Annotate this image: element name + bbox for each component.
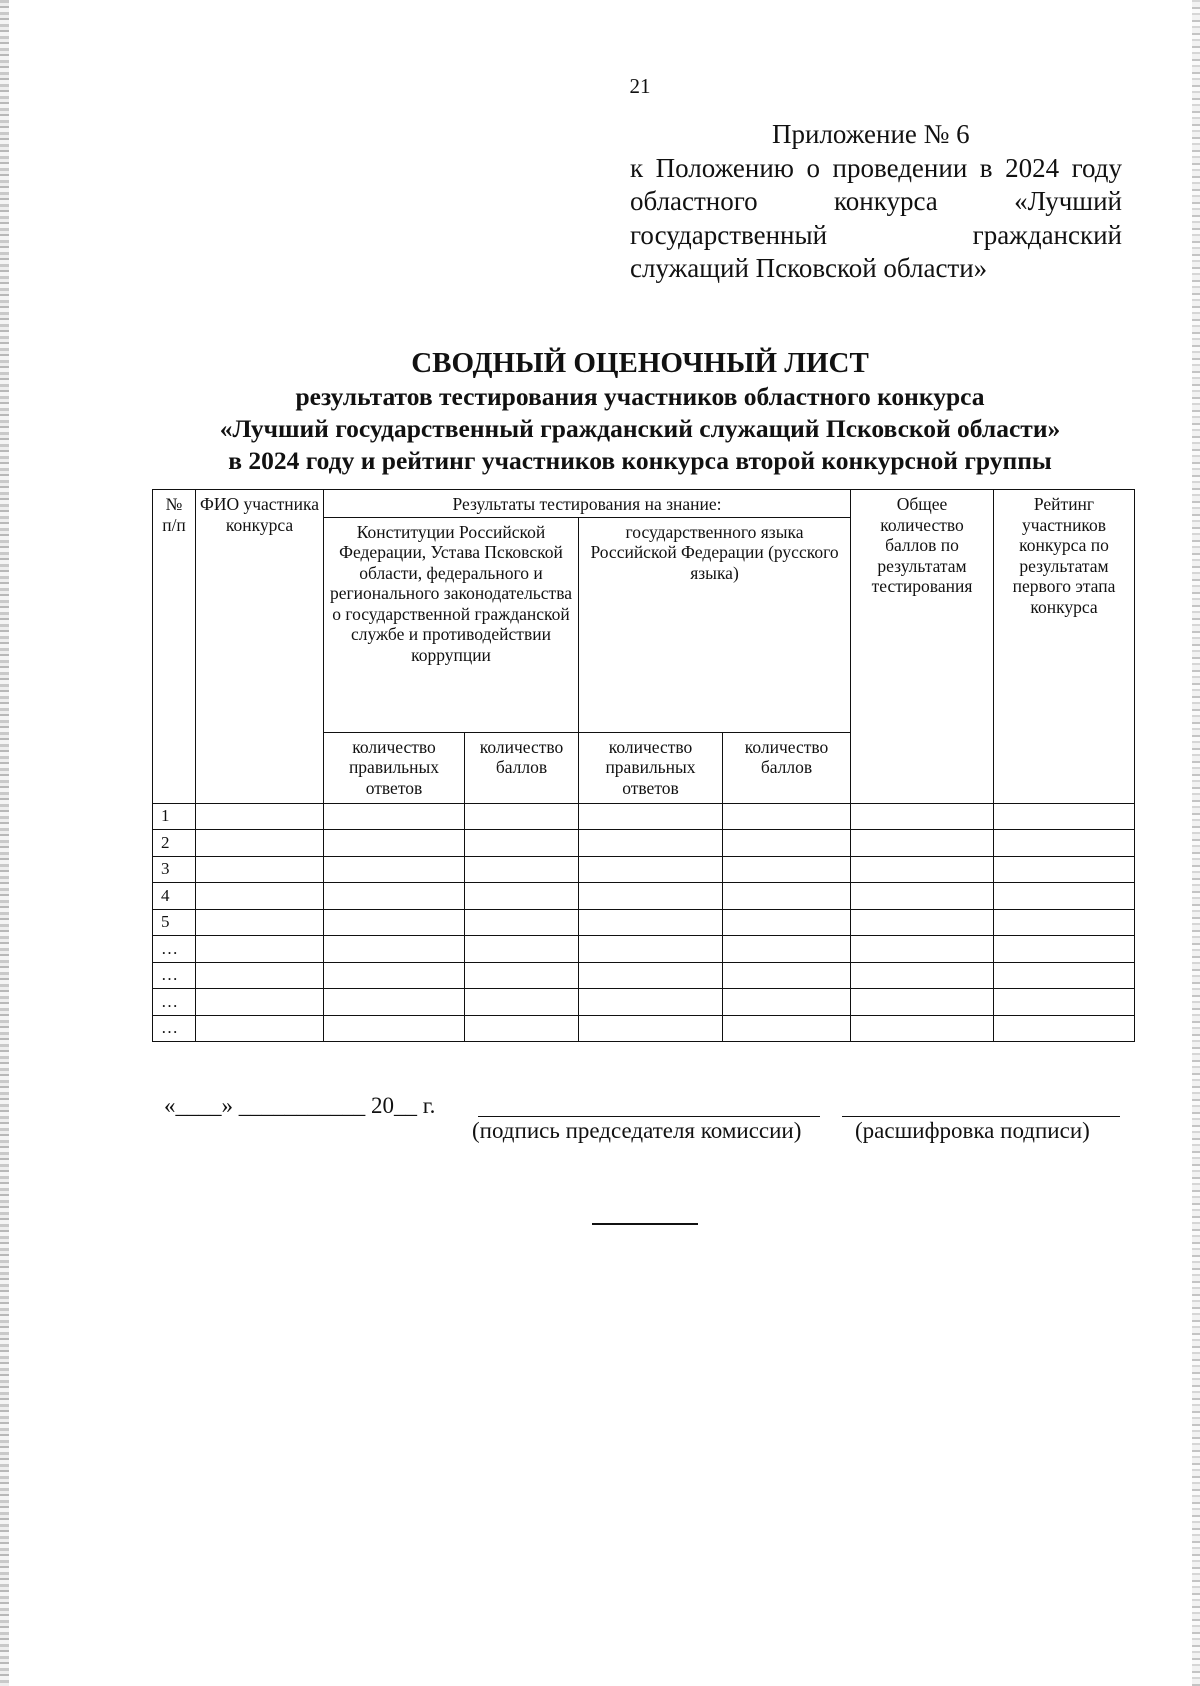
row-number: … bbox=[153, 936, 196, 963]
appendix-title: Приложение № 6 bbox=[772, 119, 970, 149]
table-cell bbox=[723, 962, 851, 989]
table-cell bbox=[994, 1015, 1135, 1042]
table-cell bbox=[723, 909, 851, 936]
table-cell bbox=[994, 962, 1135, 989]
table-cell bbox=[994, 856, 1135, 883]
table-cell bbox=[994, 803, 1135, 830]
table-cell bbox=[851, 962, 994, 989]
row-number: … bbox=[153, 1015, 196, 1042]
scan-right-edge bbox=[1192, 0, 1200, 1686]
table-cell bbox=[324, 989, 465, 1016]
table-cell bbox=[465, 883, 579, 910]
document-subtitle-line: «Лучший государственный гражданский служащий Псковской области» bbox=[219, 414, 1061, 443]
table-cell bbox=[465, 909, 579, 936]
scan-left-edge bbox=[0, 0, 9, 1686]
table-row bbox=[153, 1015, 1135, 1042]
document-subtitle-line: результатов тестирования участников областного конкурса bbox=[295, 382, 985, 411]
table-cell bbox=[196, 883, 324, 910]
table-row bbox=[153, 856, 1135, 883]
table-cell bbox=[851, 883, 994, 910]
table-row bbox=[153, 909, 1135, 936]
table-cell bbox=[994, 883, 1135, 910]
table-cell bbox=[579, 936, 723, 963]
appendix-block bbox=[630, 118, 1122, 286]
table-cell bbox=[324, 1015, 465, 1042]
table-cell bbox=[994, 989, 1135, 1016]
decode-signature-line bbox=[842, 1116, 1120, 1117]
table-row bbox=[153, 962, 1135, 989]
header-points: количество баллов bbox=[723, 732, 851, 803]
table-row bbox=[153, 883, 1135, 910]
appendix-line: к Положению о проведении в 2024 году bbox=[630, 152, 1122, 183]
table-cell bbox=[723, 856, 851, 883]
row-number: … bbox=[153, 989, 196, 1016]
table-cell bbox=[324, 830, 465, 857]
row-number: 5 bbox=[153, 909, 196, 936]
table-cell bbox=[994, 830, 1135, 857]
table-cell bbox=[196, 909, 324, 936]
table-cell bbox=[579, 1015, 723, 1042]
appendix-line: служащий Псковской области» bbox=[630, 253, 988, 283]
results-table bbox=[152, 489, 1135, 1042]
table-cell bbox=[324, 962, 465, 989]
table-cell bbox=[579, 883, 723, 910]
closing-rule bbox=[592, 1223, 698, 1225]
table-cell bbox=[579, 909, 723, 936]
document-subtitle-line: в 2024 году и рейтинг участников конкурса второй конкурсной группы bbox=[228, 446, 1052, 475]
table-cell bbox=[723, 803, 851, 830]
table-cell bbox=[723, 1015, 851, 1042]
table-cell bbox=[196, 962, 324, 989]
table-cell bbox=[579, 830, 723, 857]
table-cell bbox=[324, 883, 465, 910]
table-row bbox=[153, 803, 1135, 830]
document-title: СВОДНЫЙ ОЦЕНОЧНЫЙ ЛИСТ bbox=[411, 347, 869, 379]
table-cell bbox=[324, 856, 465, 883]
header-language: государственного языка Российской Федерации (русского языка) bbox=[579, 517, 851, 732]
table-cell bbox=[851, 1015, 994, 1042]
table-cell bbox=[994, 936, 1135, 963]
decode-signature-caption: (расшифровка подписи) bbox=[855, 1118, 1090, 1143]
table-cell bbox=[465, 803, 579, 830]
header-total-points: Общее количество баллов по результатам тестирования bbox=[851, 490, 994, 804]
table-cell bbox=[579, 856, 723, 883]
table-cell bbox=[465, 856, 579, 883]
table-cell bbox=[994, 909, 1135, 936]
table-cell bbox=[465, 962, 579, 989]
header-number: № п/п bbox=[153, 490, 196, 804]
page-number: 21 bbox=[629, 74, 651, 98]
table-row bbox=[153, 936, 1135, 963]
header-points: количество баллов bbox=[465, 732, 579, 803]
table-cell bbox=[196, 1015, 324, 1042]
table-cell bbox=[851, 830, 994, 857]
header-correct-answers: количество правильных ответов bbox=[579, 732, 723, 803]
table-cell bbox=[851, 936, 994, 963]
table-cell bbox=[196, 803, 324, 830]
row-number: 2 bbox=[153, 830, 196, 857]
table-cell bbox=[579, 989, 723, 1016]
appendix-line: областного конкурса «Лучший bbox=[630, 186, 1122, 216]
table-cell bbox=[579, 803, 723, 830]
table-cell bbox=[851, 803, 994, 830]
table-cell bbox=[196, 830, 324, 857]
chair-signature-caption: (подпись председателя комиссии) bbox=[472, 1118, 802, 1143]
table-cell bbox=[851, 989, 994, 1016]
row-number: 4 bbox=[153, 883, 196, 910]
signature-date: «____» ___________ 20__ г. bbox=[164, 1093, 436, 1118]
table-cell bbox=[579, 962, 723, 989]
table-cell bbox=[196, 989, 324, 1016]
table-row bbox=[153, 830, 1135, 857]
table-cell bbox=[465, 1015, 579, 1042]
table-row bbox=[153, 989, 1135, 1016]
table-cell bbox=[465, 936, 579, 963]
chair-signature-line bbox=[478, 1116, 820, 1117]
row-number: 1 bbox=[153, 803, 196, 830]
document-heading bbox=[150, 345, 1130, 477]
header-results-group: Результаты тестирования на знание: bbox=[324, 490, 851, 518]
header-correct-answers: количество правильных ответов bbox=[324, 732, 465, 803]
header-constitution: Конституции Российской Федерации, Устава Псковской области, федерального и регионального законодательства о государственной гражданской службе и противодействии коррупции bbox=[324, 517, 579, 732]
table-cell bbox=[324, 803, 465, 830]
table-cell bbox=[851, 856, 994, 883]
row-number: … bbox=[153, 962, 196, 989]
table-cell bbox=[196, 936, 324, 963]
table-cell bbox=[196, 856, 324, 883]
table-cell bbox=[723, 936, 851, 963]
table-cell bbox=[723, 883, 851, 910]
table-cell bbox=[723, 989, 851, 1016]
table-cell bbox=[465, 830, 579, 857]
table-cell bbox=[465, 989, 579, 1016]
table-cell bbox=[324, 909, 465, 936]
appendix-line: государственный гражданский bbox=[630, 219, 1122, 250]
table-cell bbox=[324, 936, 465, 963]
table-cell bbox=[723, 830, 851, 857]
row-number: 3 bbox=[153, 856, 196, 883]
header-rating: Рейтинг участников конкурса по результатам первого этапа конкурса bbox=[994, 490, 1135, 804]
header-fio: ФИО участника конкурса bbox=[196, 490, 324, 804]
table-cell bbox=[851, 909, 994, 936]
